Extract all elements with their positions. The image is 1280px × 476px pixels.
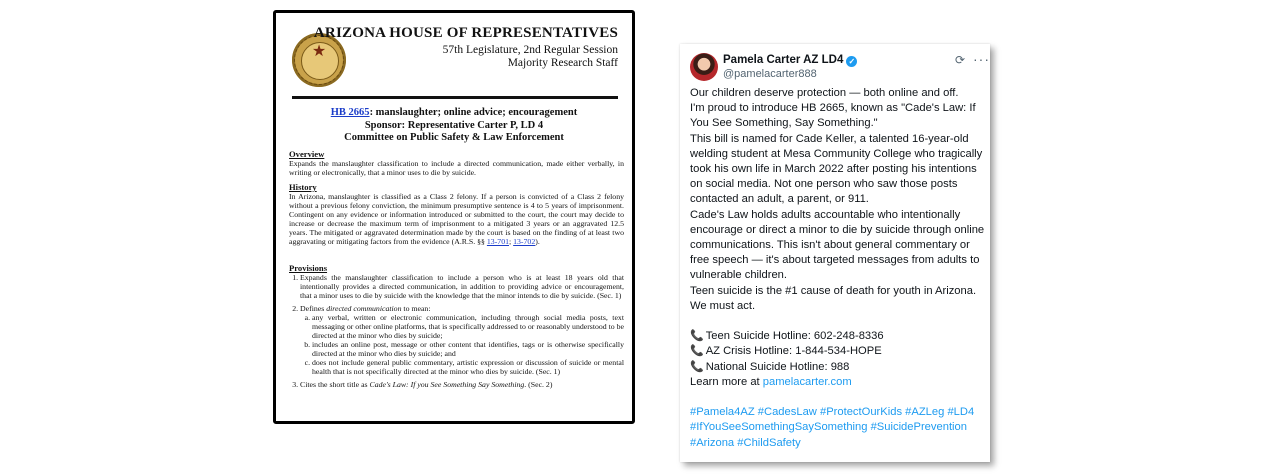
header-divider (292, 96, 618, 99)
hotline-az-crisis: 📞 AZ Crisis Hotline: 1-844-534-HOPE (690, 345, 882, 358)
overview-section (289, 150, 624, 177)
document-subtitle-staff: Majority Research Staff (507, 57, 618, 69)
bill-heading (276, 107, 632, 118)
provisions-section (289, 264, 624, 393)
provision-1: 1. Expands the manslaughter classification to include a person who is at least 18 years old that intentionally provides a directed communication, in addition to providing advice or encouragement, that a minor uses to die by suicide with the knowledge that the minor intends to die by suicide. (Sec. 1) (300, 273, 624, 300)
tweet-paragraph: This bill is named for Cade Keller, a talented 16-year-old welding student at Mesa Community College who tragically took his own life in March 2022 after posting his intentions on social media. Not one person who saw those posts contacted an adult, a parent, or 911. (690, 132, 983, 206)
document-subtitle-session: 57th Legislature, 2nd Regular Session (442, 44, 618, 56)
document-title: ARIZONA HOUSE OF REPRESENTATIVES (313, 25, 618, 41)
history-heading: History (289, 182, 317, 192)
learn-more-line: Learn more at pamelacarter.com (690, 375, 852, 388)
phone-icon: 📞 (690, 360, 704, 373)
overview-heading: Overview (289, 149, 325, 159)
hotline-national: 📞 National Suicide Hotline: 988 (690, 360, 850, 373)
arizona-state-seal-icon: ★ (292, 33, 346, 87)
history-text: In Arizona, manslaughter is classified as a Class 2 felony. If a person is convicted of a Class 2 felony without a previous felony conviction, the minimum presumptive sentence is 4 to 5 years of imprisonment. Contingent on any evidence or information introduced or submitted to the court, the court may decide to increase or decrease the maximum term of imprisonment to a mitigated 3 years or an aggravated 12.5 years. The mitigated or aggravated determination made by the court is based on the finding of at least two aggravating or mitigating factors from the evidence (A.R.S. §§ 13-701; 13-702). (289, 192, 624, 246)
history-section (289, 183, 624, 246)
hashtags[interactable]: #Pamela4AZ #CadesLaw #ProtectOurKids #AZLeg #LD4 #IfYouSeeSomethingSaySomething #SuicidePrevention #Arizona #ChildSafety (690, 406, 975, 449)
tweet-paragraph: Teen suicide is the #1 cause of death for youth in Arizona. We must act. (690, 284, 977, 312)
tweet-body (690, 86, 986, 451)
website-link[interactable]: pamelacarter.com (762, 375, 852, 388)
phone-icon: 📞 (690, 345, 704, 358)
verified-badge-icon: ✓ (846, 56, 857, 67)
tweet-paragraph: Cade's Law holds adults accountable who intentionally encourage or direct a minor to die by suicide through online communications. This isn't about general commentary or free speech — it's about targeted messages from adults to vulnerable children. (690, 208, 985, 282)
bill-link[interactable]: HB 2665 (330, 107, 370, 118)
tweet-paragraph: I'm proud to introduce HB 2665, known as "Cade's Law: If You See Something, Say Something." (690, 102, 976, 130)
more-options-icon[interactable]: ··· (973, 51, 990, 67)
bill-description: : manslaughter; online advice; encouragement (369, 107, 578, 118)
user-handle[interactable]: @pamelacarter888 (723, 68, 817, 80)
provision-2c: c. does not include general public commentary, artistic expression or discussion of suicide or mental health that is not specifically directed at the minor who dies by suicide. (Sec. 1) (312, 358, 624, 376)
statute-link-13-701[interactable]: 13-701 (486, 237, 509, 246)
statute-link-13-702[interactable]: 13-702 (513, 237, 536, 246)
tweet-card (680, 44, 990, 462)
provision-2b: b. includes an online post, message or other content that identifies, tags or is otherwise specifically directed at the minor who dies by suicide; and (312, 340, 624, 358)
bill-committee: Committee on Public Safety & Law Enforcement (344, 132, 564, 143)
overview-text: Expands the manslaughter classification to include a directed communication, made either verbally, in writing or electronically, that a minor uses to die by suicide. (289, 159, 624, 177)
grok-icon[interactable]: ⟳ (955, 53, 966, 67)
provision-2: 2. Defines directed communication to mean: a. any verbal, written or electronic communication, including through social media posts, text messaging or other online platforms, that is specifically addressed to or reasonably understood to be directed at the minor who dies by suicide; b. includes an online post, message or other content that identifies, tags or is otherwise specifically directed at the minor who dies by suicide; and c. does not include general public commentary, artistic expression or discussion of suicide or mental health that is not specifically directed at the minor who dies by suicide. (Sec. 1) (300, 304, 624, 376)
hotline-teen: 📞 Teen Suicide Hotline: 602-248-8336 (690, 330, 884, 343)
bill-sponsor: Sponsor: Representative Carter P, LD 4 (364, 120, 544, 131)
bill-summary-document (273, 10, 635, 424)
avatar[interactable] (690, 53, 718, 81)
tweet-paragraph: Our children deserve protection — both online and off. (690, 87, 959, 99)
display-name[interactable]: Pamela Carter AZ LD4 ✓ (723, 54, 857, 67)
provision-2a: a. any verbal, written or electronic communication, including through social media posts, text messaging or other online platforms, that is specifically addressed to or reasonably understood to be directed at the minor who dies by suicide; (312, 313, 624, 340)
provisions-heading: Provisions (289, 263, 328, 273)
provision-3: 3. Cites the short title as Cade's Law: If you See Something Say Something. (Sec. 2) (300, 380, 624, 389)
phone-icon: 📞 (690, 330, 704, 343)
